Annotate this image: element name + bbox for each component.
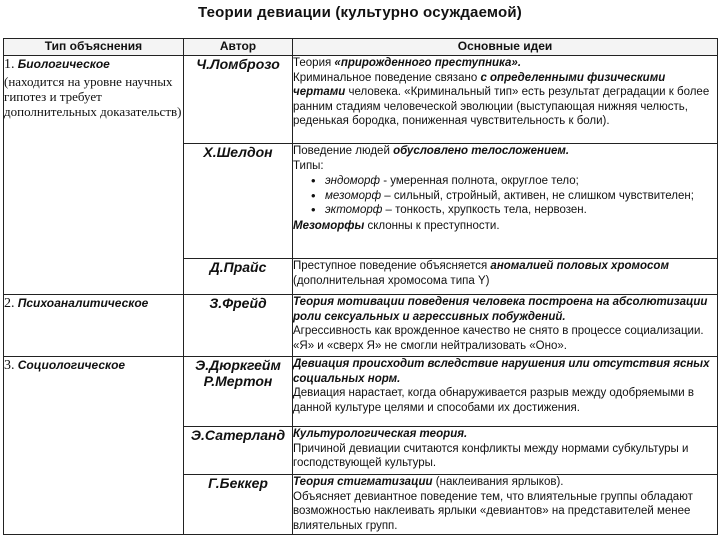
author-durkheim-merton: Э.Дюркгейм Р.Мертон bbox=[184, 357, 293, 427]
type-number: 1. bbox=[4, 57, 15, 72]
ideas-freud: Теория мотивации поведения человека построена на абсолютизации роли сексуальных и агрессивных побуждений. Агрессивность как врожденное качество не снято в процессе социализации. «Я» и «сверх Я» не смогли нейтрализовать «Оно». bbox=[293, 295, 718, 357]
author-becker: Г.Беккер bbox=[184, 475, 293, 535]
author-price: Д.Прайс bbox=[184, 259, 293, 295]
type-sociological bbox=[4, 357, 184, 535]
ideas-sheldon: Поведение людей обусловлено телосложением. Типы: • эндоморф - умеренная полнота, округлое тело; • мезоморф – сильный, стройный, активен, не слишком чувствителен; • эктоморф – тонкость, хрупкость тела, нервозен. Мезоморфы склонны к преступности. bbox=[293, 144, 718, 259]
type-biological bbox=[4, 56, 184, 295]
header-author: Автор bbox=[184, 39, 293, 56]
ideas-price: Преступное поведение объясняется аномалией половых хромосом (дополнительная хромосома типа Y) bbox=[293, 259, 718, 295]
ideas-lombroso: Теория «прирожденного преступника». Криминальное поведение связано с определенными физическими чертами человека. «Криминальный тип» есть результат деградации к более ранним стадиям человеческой эволюции (выступающая нижняя челюсть, реденькая бородка, пониженная чувствительность к боли). bbox=[293, 56, 718, 144]
type-number: 2. bbox=[4, 296, 15, 311]
body-types-list bbox=[311, 174, 717, 218]
type-name: Психоаналитическое bbox=[17, 296, 149, 310]
list-item: • мезоморф – сильный, стройный, активен, не слишком чувствителен; bbox=[311, 189, 717, 204]
author-freud: З.Фрейд bbox=[184, 295, 293, 357]
ideas-becker: Теория стигматизации (наклеивания ярлыков). Объясняет девиантное поведение тем, что влиятельные группы обладают возможностью наклеивать ярлыки «девиантов» на представителей менее влиятельных групп. bbox=[293, 475, 718, 535]
author-sutherland: Э.Сатерланд bbox=[184, 427, 293, 475]
header-ideas: Основные идеи bbox=[293, 39, 718, 56]
type-name: Биологическое bbox=[17, 57, 110, 71]
theories-table bbox=[3, 38, 718, 535]
type-note: (находится на уровне научных гипотез и требует дополнительных доказательств) bbox=[4, 74, 182, 119]
header-type: Тип объяснения bbox=[4, 39, 184, 56]
ideas-durkheim-merton: Девиация происходит вследствие нарушения или отсутствия ясных социальных норм. Девиация нарастает, когда обнаруживается разрыв между одобряемыми в данной культуре целями и способами их достижения. bbox=[293, 357, 718, 427]
author-sheldon: Х.Шелдон bbox=[184, 144, 293, 259]
table-row bbox=[4, 56, 718, 144]
type-number: 3. bbox=[4, 358, 15, 373]
table-header-row bbox=[4, 39, 718, 56]
page-title: Теории девиации (культурно осуждаемой) bbox=[197, 4, 523, 21]
type-name: Социологическое bbox=[17, 358, 126, 372]
table-row bbox=[4, 295, 718, 357]
table-row bbox=[4, 357, 718, 427]
author-lombroso: Ч.Ломброзо bbox=[184, 56, 293, 144]
type-psychoanalytic bbox=[4, 295, 184, 357]
ideas-sutherland: Культурологическая теория. Причиной девиации считаются конфликты между нормами субкультуры и господствующей культуры. bbox=[293, 427, 718, 475]
list-item: • эндоморф - умеренная полнота, округлое тело; bbox=[311, 174, 717, 189]
list-item: • эктоморф – тонкость, хрупкость тела, нервозен. bbox=[311, 203, 717, 218]
